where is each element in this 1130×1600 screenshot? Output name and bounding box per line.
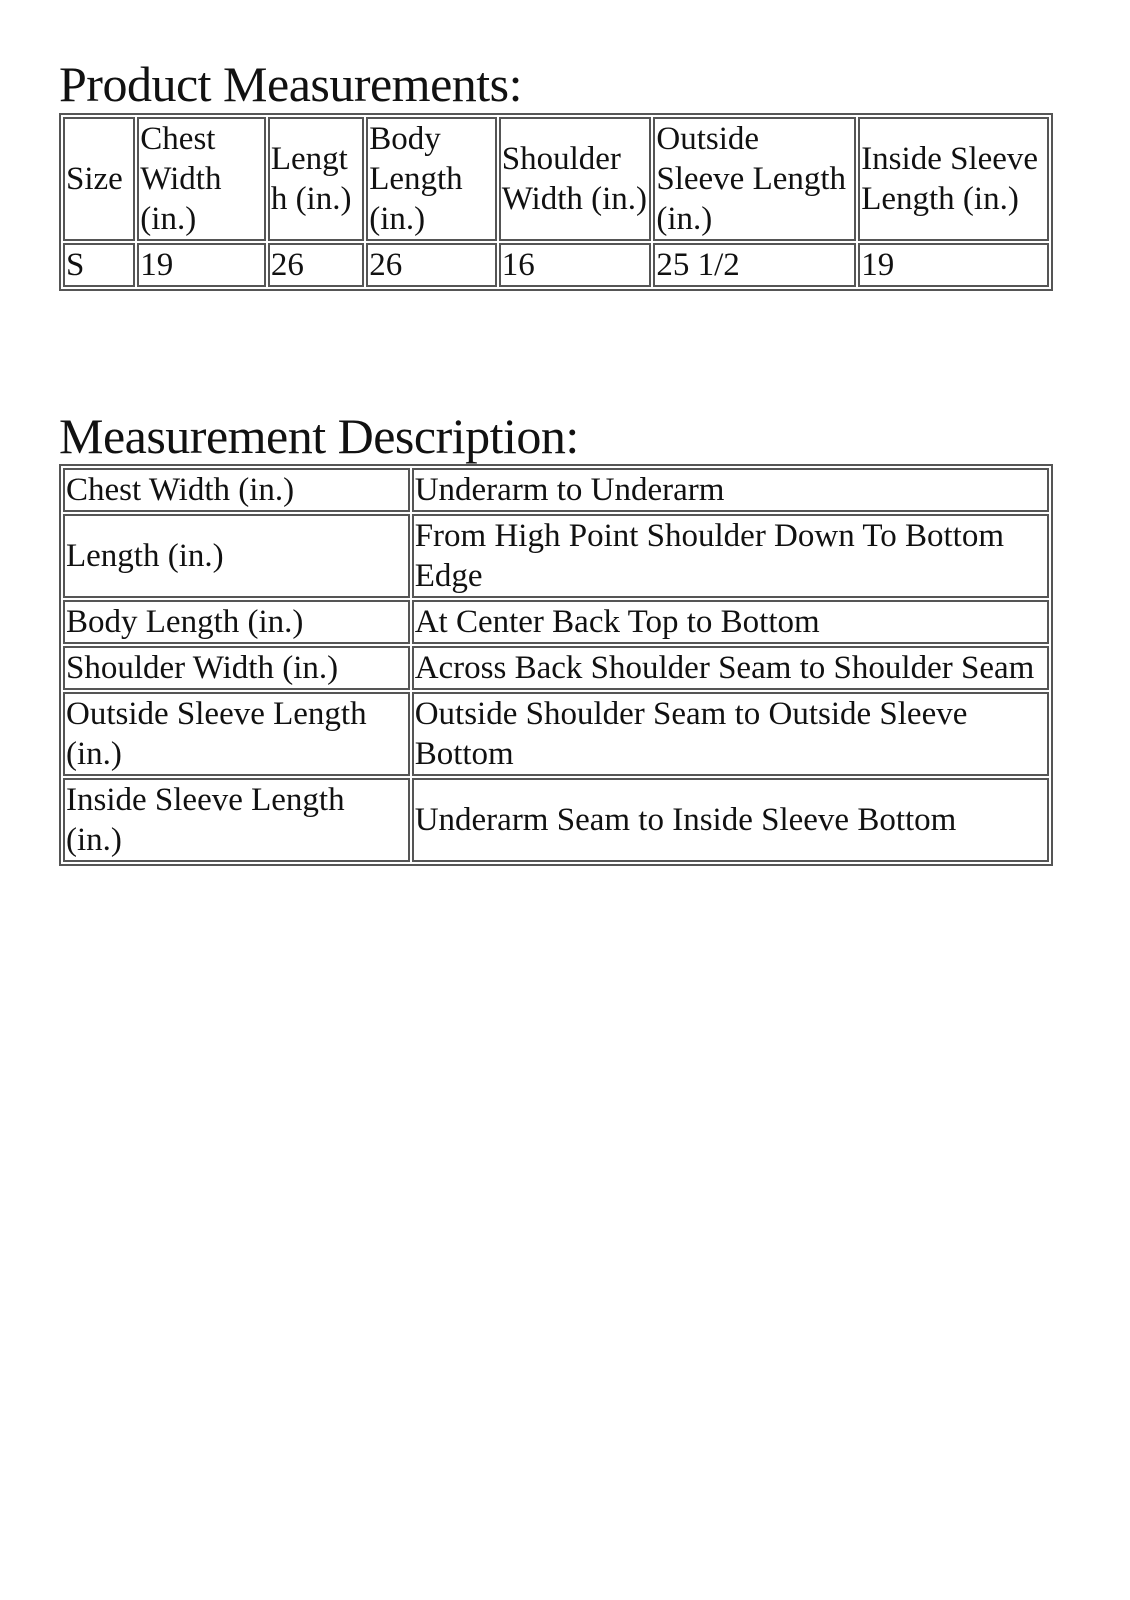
measurement-name: Length (in.) xyxy=(63,514,410,598)
measurement-description: Across Back Shoulder Seam to Shoulder Seam xyxy=(412,646,1049,690)
measurement-description-heading: Measurement Description: xyxy=(59,408,579,464)
header-length: Length (in.) xyxy=(268,117,364,241)
table-header-row xyxy=(63,117,1049,241)
cell-outside-sleeve-length: 25 1/2 xyxy=(653,243,856,287)
cell-length: 26 xyxy=(268,243,364,287)
measurement-name: Shoulder Width (in.) xyxy=(63,646,410,690)
header-size: Size xyxy=(63,117,135,241)
cell-size: S xyxy=(63,243,135,287)
table-row xyxy=(63,468,1049,512)
product-measurements-heading: Product Measurements: xyxy=(59,56,523,112)
measurement-name: Inside Sleeve Length (in.) xyxy=(63,778,410,862)
header-shoulder-width: Shoulder Width (in.) xyxy=(499,117,652,241)
measurement-description: Outside Shoulder Seam to Outside Sleeve Bottom xyxy=(412,692,1049,776)
table-row xyxy=(63,692,1049,776)
cell-shoulder-width: 16 xyxy=(499,243,652,287)
cell-inside-sleeve-length: 19 xyxy=(858,243,1049,287)
measurement-description: Underarm Seam to Inside Sleeve Bottom xyxy=(412,778,1049,862)
measurement-description-table xyxy=(59,464,1053,866)
measurement-name: Body Length (in.) xyxy=(63,600,410,644)
header-body-length: Body Length (in.) xyxy=(366,117,497,241)
header-outside-sleeve-length: Outside Sleeve Length (in.) xyxy=(653,117,856,241)
measurement-description: Underarm to Underarm xyxy=(412,468,1049,512)
measurement-name: Chest Width (in.) xyxy=(63,468,410,512)
header-inside-sleeve-length: Inside Sleeve Length (in.) xyxy=(858,117,1049,241)
header-chest-width: Chest Width (in.) xyxy=(137,117,266,241)
measurement-description: From High Point Shoulder Down To Bottom Edge xyxy=(412,514,1049,598)
table-row xyxy=(63,646,1049,690)
cell-body-length: 26 xyxy=(366,243,497,287)
measurement-name: Outside Sleeve Length (in.) xyxy=(63,692,410,776)
table-row xyxy=(63,514,1049,598)
table-row xyxy=(63,600,1049,644)
cell-chest-width: 19 xyxy=(137,243,266,287)
measurement-description: At Center Back Top to Bottom xyxy=(412,600,1049,644)
table-row xyxy=(63,243,1049,287)
table-row xyxy=(63,778,1049,862)
product-measurements-table xyxy=(59,113,1053,291)
